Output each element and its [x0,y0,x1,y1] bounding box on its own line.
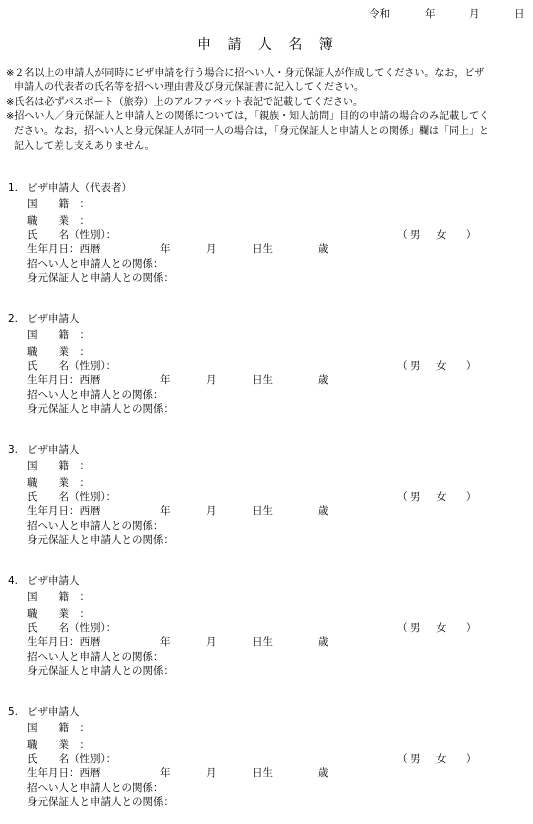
birth-day-label: 日生 [252,505,273,517]
gender-male: 男 [410,622,421,634]
gender-close-paren: ） [466,491,477,503]
birth-date-label: 生年月日：西暦 [27,243,101,255]
year-label: 年 [425,8,436,20]
nationality-label: 国 籍 ： [27,198,90,210]
birth-year-label: 年 [160,374,171,386]
birth-year-label: 年 [160,505,171,517]
age-label: 歳 [318,767,329,779]
guarantor-relation-label: 身元保証人と申請人との関係： [27,796,174,808]
applicant-number: 1. [8,182,19,194]
birth-day-label: 日生 [252,636,273,648]
gender-open-paren: （ [397,491,408,503]
day-label: 日 [514,8,525,20]
gender-female: 女 [436,360,447,372]
gender-open-paren: （ [397,622,408,634]
applicant-heading: ビザ申請人 [27,706,80,718]
name-label: 氏 名（性別）： [27,622,117,634]
inviter-relation-label: 招へい人と申請人との関係： [27,782,164,794]
applicant-heading: ビザ申請人 [27,575,80,587]
inviter-relation-label: 招へい人と申請人との関係： [27,258,164,270]
birth-year-label: 年 [160,636,171,648]
name-label: 氏 名（性別）： [27,753,117,765]
gender-close-paren: ） [466,753,477,765]
guarantor-relation-label: 身元保証人と申請人との関係： [27,534,174,546]
era-label: 令和 [369,8,390,20]
gender-open-paren: （ [397,229,408,241]
month-label: 月 [469,8,480,20]
gender-male: 男 [410,753,421,765]
name-label: 氏 名（性別）： [27,491,117,503]
birth-month-label: 月 [206,636,217,648]
page-title: 申 請 人 名 簿 [197,37,339,53]
birth-day-label: 日生 [252,767,273,779]
birth-year-label: 年 [160,243,171,255]
age-label: 歳 [318,636,329,648]
note-3-line-2: ださい。なお，招へい人と身元保証人が同一人の場合は，「身元保証人と申請人との関係」欄は「同上」と [14,126,489,137]
inviter-relation-label: 招へい人と申請人との関係： [27,651,164,663]
inviter-relation-label: 招へい人と申請人との関係： [27,520,164,532]
applicant-number: 3. [8,444,19,456]
age-label: 歳 [318,505,329,517]
birth-month-label: 月 [206,767,217,779]
gender-male: 男 [410,229,421,241]
gender-male: 男 [410,491,421,503]
birth-date-label: 生年月日：西暦 [27,374,101,386]
birth-date-label: 生年月日：西暦 [27,636,101,648]
nationality-label: 国 籍 ： [27,591,90,603]
birth-year-label: 年 [160,767,171,779]
guarantor-relation-label: 身元保証人と申請人との関係： [27,272,174,284]
gender-male: 男 [410,360,421,372]
note-3-line-1: ※招へい人／身元保証人と申請人との関係については，「親族・知人訪問」目的の申請の場合のみ記載してく [6,111,490,122]
birth-month-label: 月 [206,243,217,255]
gender-close-paren: ） [466,360,477,372]
birth-month-label: 月 [206,505,217,517]
birth-day-label: 日生 [252,243,273,255]
gender-open-paren: （ [397,360,408,372]
applicant-heading: ビザ申請人 [27,444,80,456]
note-2: ※氏名は必ずパスポート（旅券）上のアルファベット表記で記載してください。 [6,97,363,108]
note-3-line-3: 記入して差し支えありません。 [14,141,155,152]
gender-close-paren: ） [466,622,477,634]
age-label: 歳 [318,374,329,386]
gender-female: 女 [436,753,447,765]
applicant-number: 5. [8,706,19,718]
gender-close-paren: ） [466,229,477,241]
guarantor-relation-label: 身元保証人と申請人との関係： [27,403,174,415]
age-label: 歳 [318,243,329,255]
birth-date-label: 生年月日：西暦 [27,505,101,517]
gender-female: 女 [436,491,447,503]
birth-date-label: 生年月日：西暦 [27,767,101,779]
note-1-line-2: 申請人の代表者の氏名等を招へい理由書及び身元保証書に記入してください。 [14,82,364,93]
occupation-label: 職 業 ： [27,346,90,358]
occupation-label: 職 業 ： [27,608,90,620]
gender-female: 女 [436,229,447,241]
gender-female: 女 [436,622,447,634]
applicant-number: 4. [8,575,19,587]
applicant-number: 2. [8,313,19,325]
name-label: 氏 名（性別）： [27,360,117,372]
nationality-label: 国 籍 ： [27,329,90,341]
applicant-heading: ビザ申請人 [27,313,80,325]
birth-day-label: 日生 [252,374,273,386]
inviter-relation-label: 招へい人と申請人との関係： [27,389,164,401]
nationality-label: 国 籍 ： [27,460,90,472]
occupation-label: 職 業 ： [27,477,90,489]
gender-open-paren: （ [397,753,408,765]
applicant-heading: ビザ申請人（代表者） [27,182,132,194]
name-label: 氏 名（性別）： [27,229,117,241]
nationality-label: 国 籍 ： [27,722,90,734]
occupation-label: 職 業 ： [27,739,90,751]
note-1-line-1: ※２名以上の申請人が同時にビザ申請を行う場合に招へい人・身元保証人が作成してください。なお，ビザ [6,68,485,79]
occupation-label: 職 業 ： [27,215,90,227]
birth-month-label: 月 [206,374,217,386]
guarantor-relation-label: 身元保証人と申請人との関係： [27,665,174,677]
